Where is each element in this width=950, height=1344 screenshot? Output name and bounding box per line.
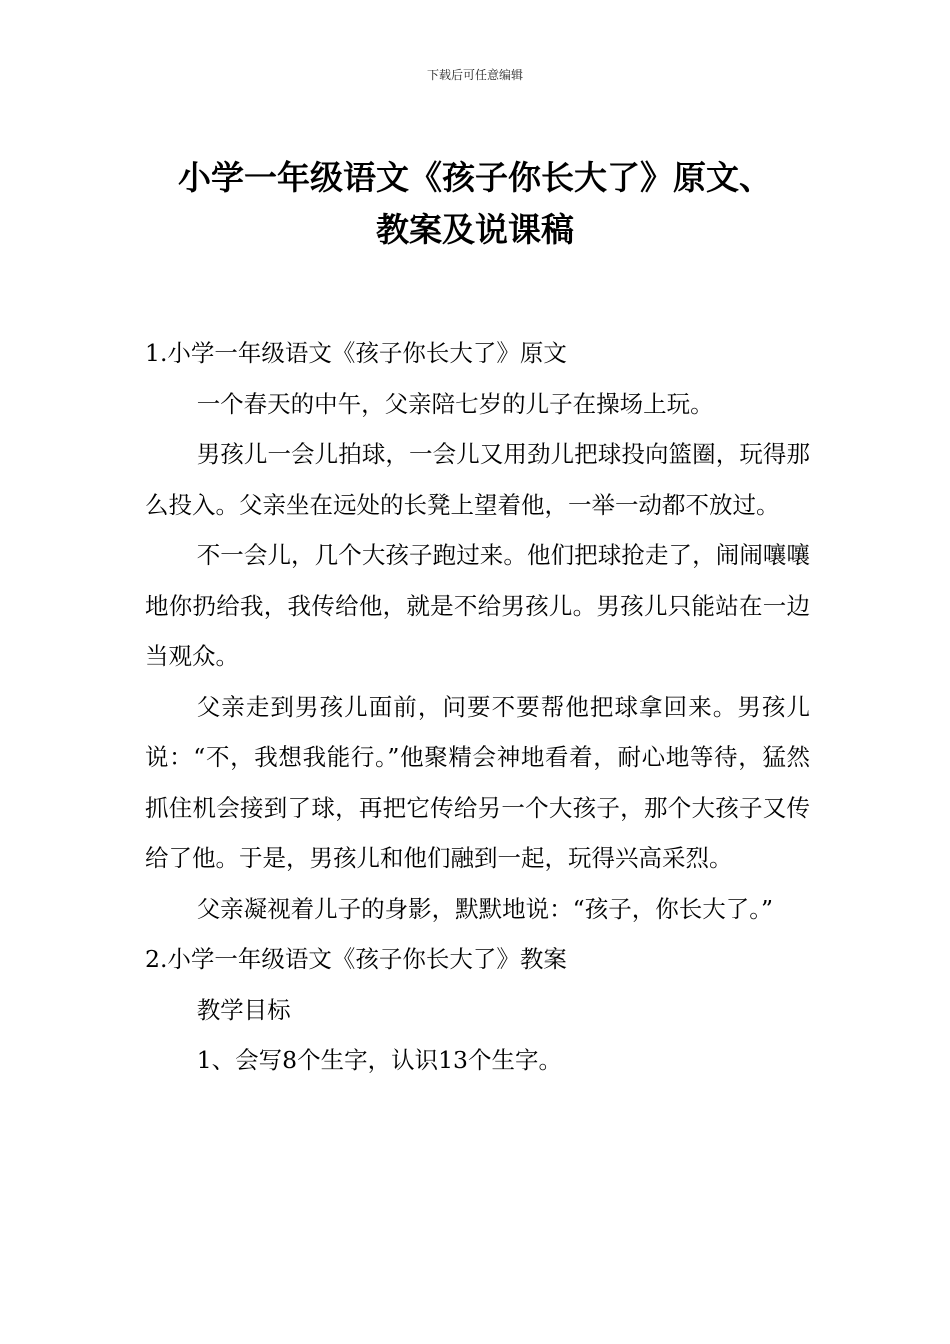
document-title	[95, 152, 855, 256]
body-paragraph: 父亲凝视着儿子的身影，默默地说：“孩子，你长大了。”	[196, 894, 773, 923]
body-paragraph: 不一会儿，几个大孩子跑过来。他们把球抢走了，闹闹嚷嚷地你扔给我，我传给他，就是不给男孩儿。男孩儿只能站在一边当观众。	[145, 541, 810, 670]
title-line-1: 小学一年级语文《孩子你长大了》原文、	[178, 158, 772, 198]
header-note: 下载后可任意编辑	[426, 68, 523, 82]
body-paragraph: 一个春天的中午，父亲陪七岁的儿子在操场上玩。	[196, 389, 714, 418]
list-item-goal: 1、会写8个生字，认识13个生字。	[196, 1046, 562, 1074]
title-line-2: 教案及说课稿	[376, 210, 574, 250]
section-heading-original-text: 1.小学一年级语文《孩子你长大了》原文	[145, 339, 567, 367]
subheading-teaching-goals: 教学目标	[196, 995, 291, 1024]
body-paragraph: 父亲走到男孩儿面前，问要不要帮他把球拿回来。男孩儿说：“不，我想我能行。”他聚精会神地看着，耐心地等待，猛然抓住机会接到了球，再把它传给另一个大孩子，那个大孩子又传给了他。于是，男孩儿和他们融到一起，玩得兴高采烈。	[145, 692, 810, 872]
section-heading-lesson-plan: 2.小学一年级语文《孩子你长大了》教案	[145, 945, 567, 973]
document-body	[145, 328, 810, 1086]
body-paragraph: 男孩儿一会儿拍球，一会儿又用劲儿把球投向篮圈，玩得那么投入。父亲坐在远处的长凳上望着他，一举一动都不放过。	[145, 440, 810, 519]
